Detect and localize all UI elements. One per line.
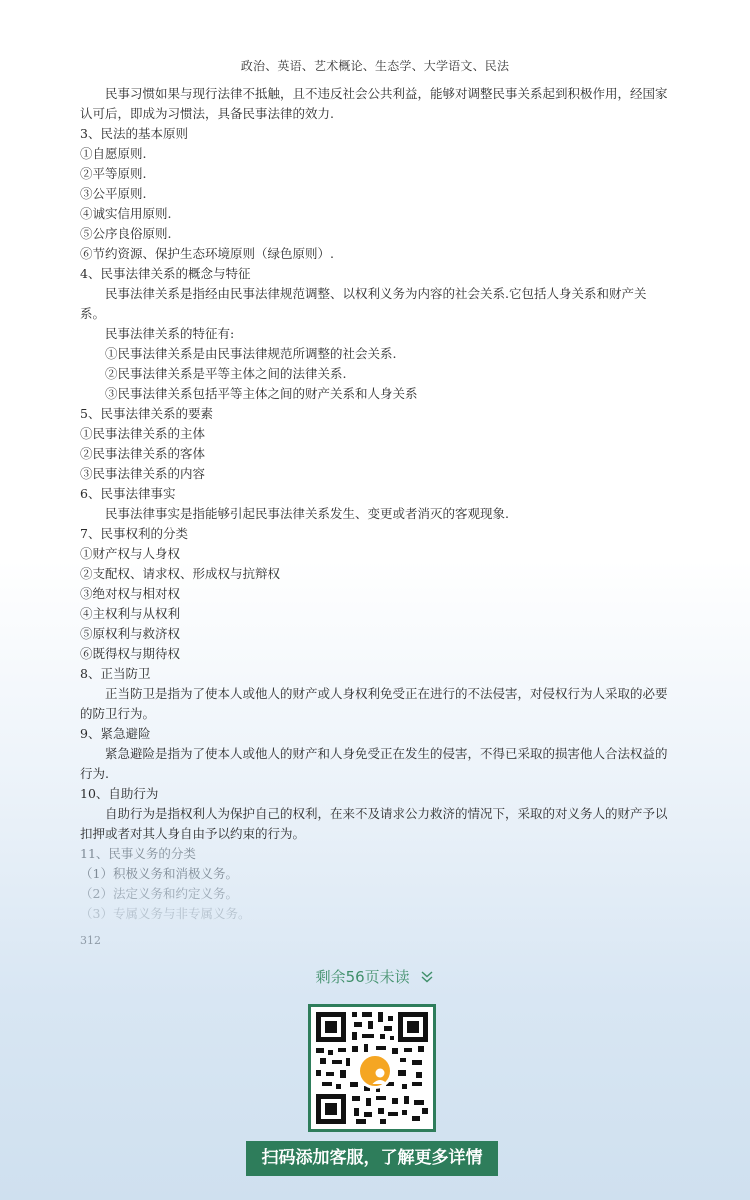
list-item: ④主权利与从权利 — [80, 606, 181, 621]
contact-service-button[interactable]: 扫码添加客服，了解更多详情 — [246, 1141, 498, 1176]
list-item: ①民事法律关系是由民事法律规范所调整的社会关系. — [105, 346, 397, 361]
section-9-definition: 紧急避险是指为了使本人或他人的财产和人身免受正在发生的侵害，不得已采取的损害他人合法权益的行为. — [80, 746, 668, 781]
list-item: ④诚实信用原则. — [80, 206, 172, 221]
chevron-double-down-icon — [420, 970, 434, 984]
section-4-title: 4、民事法律关系的概念与特征 — [80, 266, 251, 281]
list-item: ⑥节约资源、保护生态环境原则（绿色原则）. — [80, 246, 334, 261]
user-icon — [357, 1053, 393, 1089]
list-item: ②民事法律关系是平等主体之间的法律关系. — [105, 366, 347, 381]
section-4-definition: 民事法律关系是指经由民事法律规范调整、以权利义务为内容的社会关系.它包括人身关系和财产关系。 — [80, 286, 647, 321]
intro-paragraph: 民事习惯如果与现行法律不抵触，且不违反社会公共利益，能够对调整民事关系起到积极作用，经国家认可后，即成为习惯法，具备民事法律的效力. — [80, 86, 668, 121]
list-item: ③民事法律关系的内容 — [80, 466, 206, 481]
list-item: ⑤公序良俗原则. — [80, 226, 172, 241]
section-4-features-intro: 民事法律关系的特征有: — [105, 326, 235, 341]
section-3-title: 3、民法的基本原则 — [80, 126, 188, 141]
list-item: ②民事法律关系的客体 — [80, 446, 206, 461]
section-10-definition: 自助行为是指权利人为保护自己的权利，在来不及请求公力救济的情况下，采取的对义务人的财产予以扣押或者对其人身自由予以约束的行为。 — [80, 806, 668, 841]
list-item: （2）法定义务和约定义务。 — [80, 886, 238, 901]
list-item: （3）专属义务与非专属义务。 — [80, 906, 251, 921]
list-item: ①财产权与人身权 — [80, 546, 181, 561]
list-item: ①自愿原则. — [80, 146, 147, 161]
page-header-subjects: 政治、英语、艺术概论、生态学、大学语文、民法 — [240, 59, 510, 73]
list-item: ⑥既得权与期待权 — [80, 646, 181, 661]
section-6-title: 6、民事法律事实 — [80, 486, 176, 501]
list-item: ⑤原权利与救济权 — [80, 626, 181, 641]
section-11-title: 11、民事义务的分类 — [80, 846, 196, 861]
list-item: （1）积极义务和消极义务。 — [80, 866, 238, 881]
section-9-title: 9、紧急避险 — [80, 726, 151, 741]
page-number: 312 — [80, 934, 101, 947]
remaining-pages-button[interactable] — [0, 966, 750, 987]
remaining-pages-label: 剩余56页未读 — [315, 968, 410, 986]
list-item: ②平等原则. — [80, 166, 147, 181]
list-item: ③民事法律关系包括平等主体之间的财产关系和人身关系 — [105, 386, 418, 401]
section-10-title: 10、自助行为 — [80, 786, 159, 801]
document-body — [80, 84, 670, 924]
list-item: ②支配权、请求权、形成权与抗辩权 — [80, 566, 281, 581]
section-6-definition: 民事法律事实是指能够引起民事法律关系发生、变更或者消灭的客观现象. — [105, 506, 509, 521]
qr-code — [308, 1004, 436, 1132]
section-7-title: 7、民事权利的分类 — [80, 526, 188, 541]
list-item: ③公平原则. — [80, 186, 147, 201]
list-item: ③绝对权与相对权 — [80, 586, 181, 601]
section-8-title: 8、正当防卫 — [80, 666, 151, 681]
section-5-title: 5、民事法律关系的要素 — [80, 406, 213, 421]
section-8-definition: 正当防卫是指为了使本人或他人的财产或人身权利免受正在进行的不法侵害，对侵权行为人采取的必要的防卫行为。 — [80, 686, 668, 721]
list-item: ①民事法律关系的主体 — [80, 426, 206, 441]
